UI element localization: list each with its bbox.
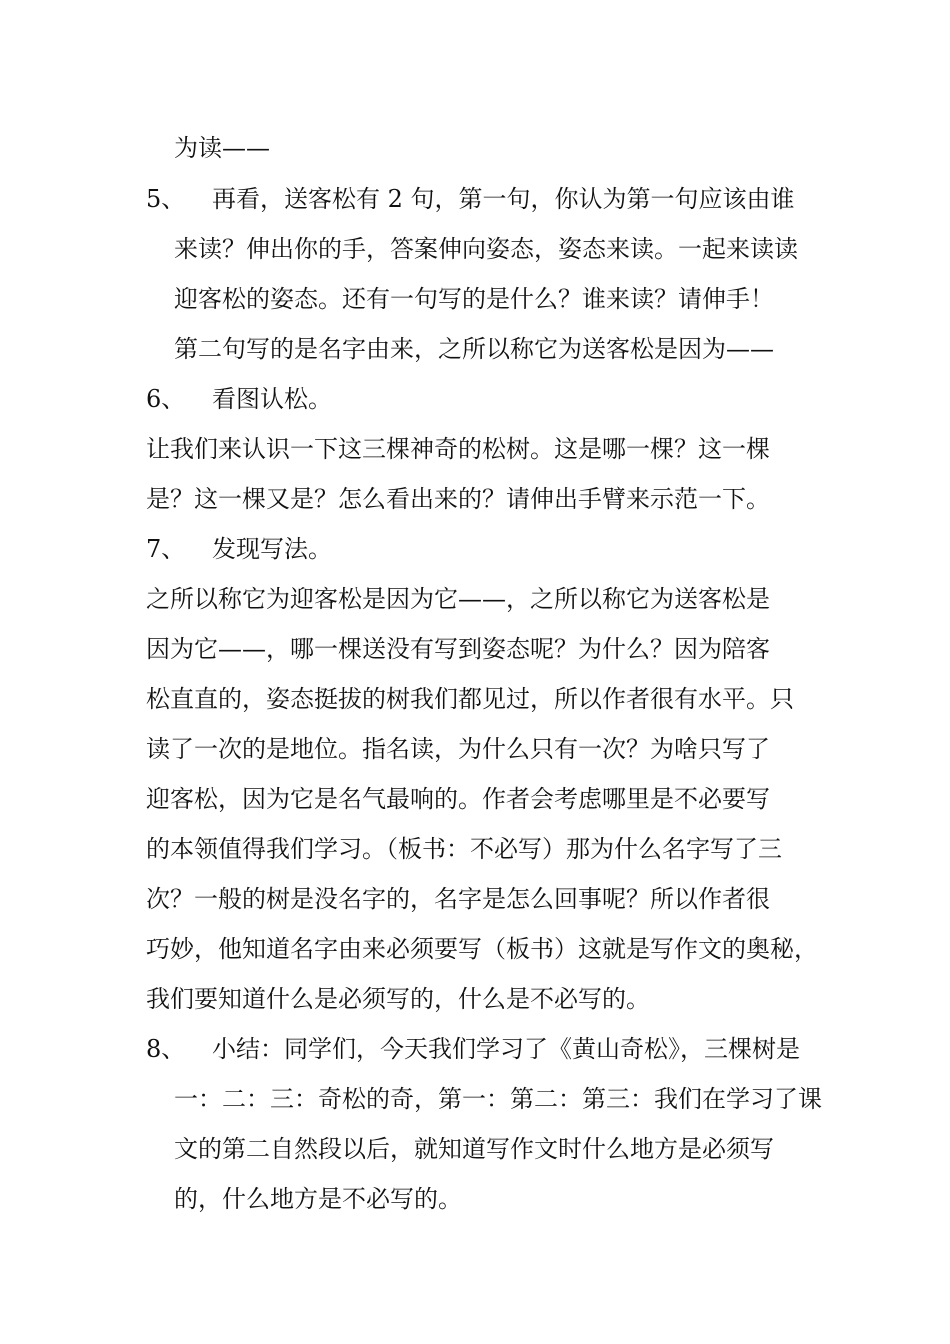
continuation-line: 为读—— <box>174 134 270 162</box>
item-6-paragraph-line-2: 是？这一棵又是？怎么看出来的？请伸出手臂来示范一下。 <box>146 485 770 513</box>
item-6-heading: 看图认松。 <box>212 385 332 413</box>
item-7-paragraph-line-4: 读了一次的是地位。指名读，为什么只有一次？为啥只写了 <box>146 735 770 763</box>
item-8-line-4: 的，什么地方是不必写的。 <box>174 1185 462 1213</box>
item-5-line-2: 来读？伸出你的手，答案伸向姿态，姿态来读。一起来读读 <box>174 235 798 263</box>
item-8-line-3: 文的第二自然段以后，就知道写作文时什么地方是必须写 <box>174 1135 774 1163</box>
item-8-number: 8、 <box>146 1035 186 1063</box>
item-7-paragraph-line-8: 巧妙，他知道名字由来必须要写（板书）这就是写作文的奥秘， <box>146 935 818 963</box>
item-8-line-2: 一：二：三：奇松的奇，第一：第二：第三：我们在学习了课 <box>174 1085 822 1113</box>
item-7-paragraph-line-3: 松直直的，姿态挺拔的树我们都见过，所以作者很有水平。只 <box>146 685 794 713</box>
item-7-heading: 发现写法。 <box>212 535 332 563</box>
item-7-number: 7、 <box>146 535 186 563</box>
item-7-paragraph-line-5: 迎客松，因为它是名气最响的。作者会考虑哪里是不必要写 <box>146 785 770 813</box>
item-6-number: 6、 <box>146 385 186 413</box>
item-7-paragraph-line-9: 我们要知道什么是必须写的，什么是不必写的。 <box>146 985 650 1013</box>
item-5-number: 5、 <box>146 185 186 213</box>
item-7-paragraph-line-2: 因为它——，哪一棵送没有写到姿态呢？为什么？因为陪客 <box>146 635 770 663</box>
item-7-paragraph-line-7: 次？一般的树是没名字的，名字是怎么回事呢？所以作者很 <box>146 885 770 913</box>
item-8-line-1: 小结：同学们，今天我们学习了《黄山奇松》，三棵树是 <box>212 1035 800 1063</box>
item-6-paragraph-line-1: 让我们来认识一下这三棵神奇的松树。这是哪一棵？这一棵 <box>146 435 770 463</box>
item-7-paragraph-line-1: 之所以称它为迎客松是因为它——，之所以称它为送客松是 <box>146 585 770 613</box>
item-7-paragraph-line-6: 的本领值得我们学习。（板书：不必写）那为什么名字写了三 <box>146 835 782 863</box>
item-5-line-3: 迎客松的姿态。还有一句写的是什么？谁来读？请伸手！ <box>174 285 774 313</box>
item-5-line-4: 第二句写的是名字由来，之所以称它为送客松是因为—— <box>174 335 774 363</box>
item-5-line-1: 再看，送客松有 2 句，第一句，你认为第一句应该由谁 <box>212 185 795 213</box>
